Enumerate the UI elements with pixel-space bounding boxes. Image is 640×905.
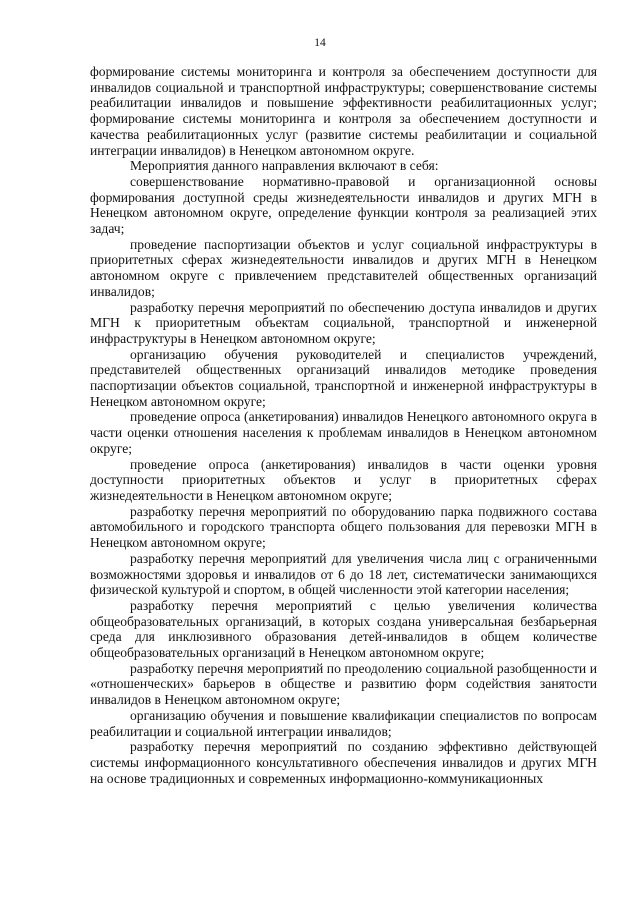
- list-item: организацию обучения и повышение квалификации специалистов по вопросам реабилитации и социальной интеграции инвалидов;: [90, 707, 597, 739]
- list-item: проведение опроса (анкетирования) инвалидов в части оценки уровня доступности приоритетных объектов и услуг в приоритетных сферах жизнедеятельности в Ненецком автономном округе;: [90, 456, 597, 503]
- paragraph-intro: Мероприятия данного направления включают в себя:: [130, 158, 439, 174]
- list-item: разработку перечня мероприятий с целью увеличения количества общеобразовательных организаций, в которых создана универсальная безбарьерная среда для инклюзивного образования детей-инвалидов в общем количестве общеобразовательных организаций в Ненецком автономном округе;: [90, 597, 597, 661]
- list-item: разработку перечня мероприятий по оборудованию парка подвижного состава автомобильного и городского транспорта общего пользования для перевозки МГН в Ненецком автономном округе;: [90, 503, 597, 551]
- list-item: совершенствование нормативно-правовой и организационной основы формирования доступной среды жизнедеятельности инвалидов и других МГН в Ненецком автономном округе, определение функции контроля за реализацией этих задач;: [90, 173, 597, 237]
- list-item: разработку перечня мероприятий по созданию эффективно действующей системы информационного консультативного обеспечения инвалидов и других МГН на основе традиционных и современных информационно-коммуникационных: [90, 739, 597, 786]
- paragraph-continuation: формирование системы мониторинга и контроля за обеспечением доступности для инвалидов социальной и транспортной инфраструктуры; совершенствование системы реабилитации инвалидов и повышение эффективности реабилитационных услуг; формирование системы мониторинга и контроля за обеспечением доступности и качества реабилитационных услуг (развитие системы реабилитации и социальной интеграции инвалидов) в Ненецком автономном округе.: [90, 64, 597, 158]
- list-item: разработку перечня мероприятий по преодолению социальной разобщенности и «отношенческих» барьеров в обществе и развитию форм содействия занятости инвалидов в Ненецком автономном округе;: [90, 660, 597, 708]
- page-body: [90, 64, 597, 786]
- list-item: проведение опроса (анкетирования) инвалидов Ненецкого автономного округа в части оценки отношения населения к проблемам инвалидов в Ненецком автономном округе;: [90, 409, 597, 456]
- list-item: разработку перечня мероприятий по обеспечению доступа инвалидов и других МГН к приоритетным объектам социальной, транспортной и инженерной инфраструктуры в Ненецком автономном округе;: [90, 299, 597, 346]
- list-item: разработку перечня мероприятий для увеличения числа лиц с ограниченными возможностями здоровья и инвалидов от 6 до 18 лет, систематически занимающихся физической культурой и спортом, в общей численности этой категории населения;: [90, 550, 597, 598]
- list-item: организацию обучения руководителей и специалистов учреждений, представителей общественных организаций инвалидов методике проведения паспортизации объектов социальной, транспортной и инженерной инфраструктуры в Ненецком автономном округе;: [90, 346, 597, 409]
- list-item: проведение паспортизации объектов и услуг социальной инфраструктуры в приоритетных сферах жизнедеятельности инвалидов и других МГН в Ненецком автономном округе с привлечением представителей общественных организаций инвалидов;: [90, 236, 597, 299]
- page-number: 14: [314, 37, 326, 49]
